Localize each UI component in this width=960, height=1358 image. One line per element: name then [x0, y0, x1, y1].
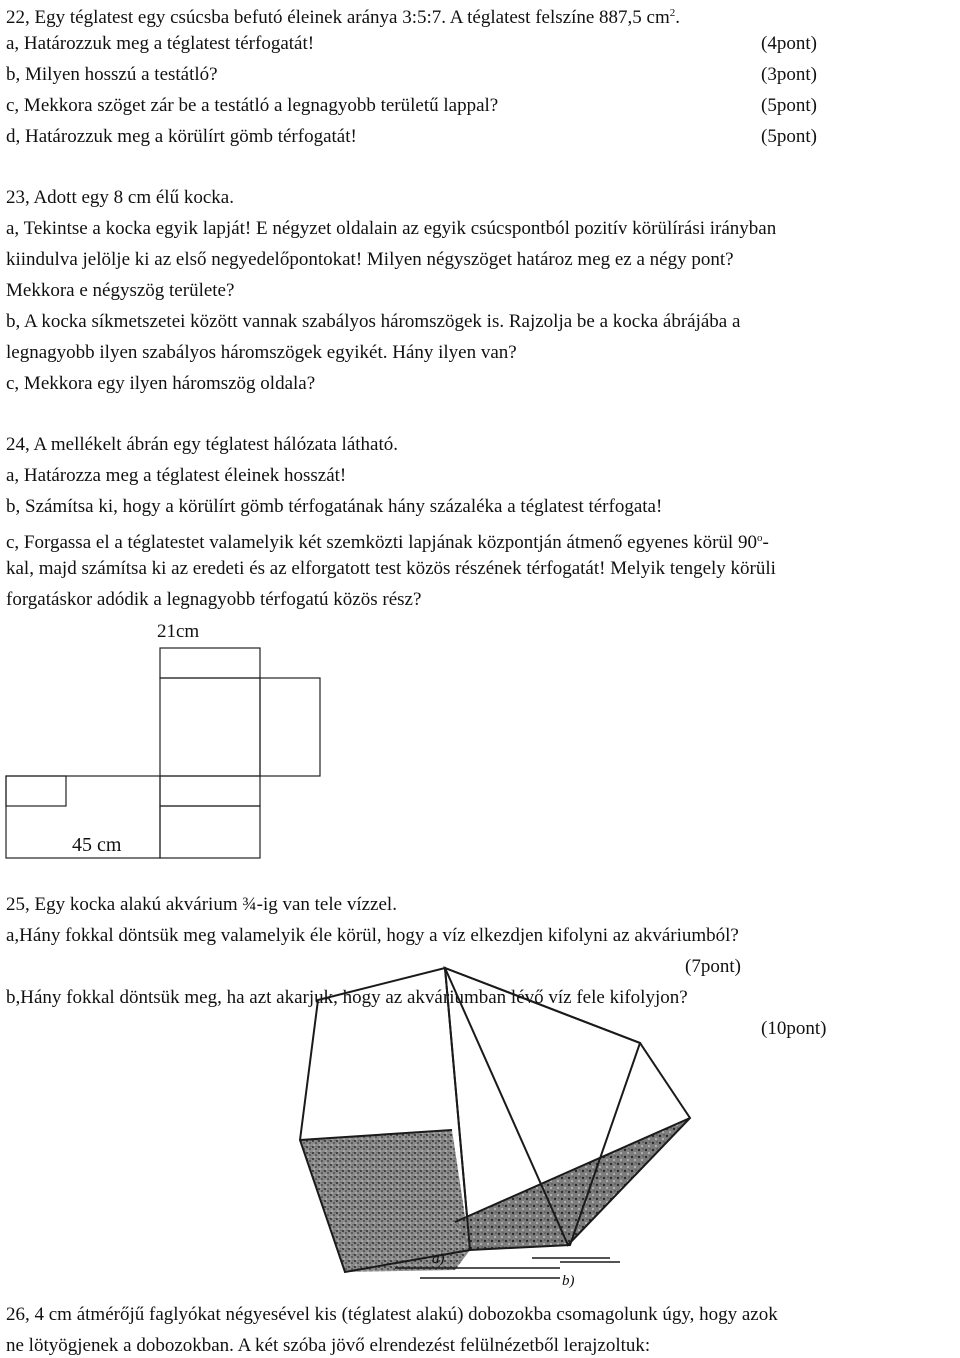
- p25-line3: b,Hány fokkal döntsük meg, ha azt akarjuk, hogy az akváriumban lévő víz fele kifolyjon?: [6, 987, 688, 1008]
- p23-line3: kiindulva jelölje ki az első negyedelőpontokat! Milyen négyszöget határoz meg ez a négy pont?: [6, 249, 734, 270]
- p22-points-a: (4pont): [761, 33, 817, 54]
- p24-line6: forgatáskor adódik a legnagyobb térfogatú közös rész?: [6, 589, 422, 610]
- p25-line2: a,Hány fokkal döntsük meg valamelyik éle körül, hogy a víz elkezdjen kifolyni az akváriumból?: [6, 925, 739, 946]
- p24-line5: kal, majd számítsa ki az eredeti és az elforgatott test közös részének térfogatát! Melyik tengely körüli: [6, 558, 776, 579]
- net-label-45cm: 45 cm: [72, 834, 122, 856]
- p23-line4: Mekkora e négyszög területe?: [6, 280, 235, 301]
- p24-line2: a, Határozza meg a téglatest éleinek hosszát!: [6, 465, 347, 486]
- net-label-21cm: 21cm: [157, 621, 200, 642]
- p22-question-c: c, Mekkora szöget zár be a testátló a legnagyobb területű lappal?: [6, 95, 499, 116]
- aquarium-label-b: b): [562, 1273, 575, 1289]
- p24-line3: b, Számítsa ki, hogy a körülírt gömb térfogatának hány százaléka a téglatest térfogata!: [6, 496, 663, 517]
- p23-line6: legnagyobb ilyen szabályos háromszögek egyikét. Hány ilyen van?: [6, 342, 517, 363]
- p23-line5: b, A kocka síkmetszetei között vannak szabályos háromszögek is. Rajzolja be a kocka ábrájába a: [6, 311, 741, 332]
- p22-line1: 22, Egy téglatest egy csúcsba befutó éleinek aránya 3:5:7. A téglatest felszíne 887,5 $cm^2$.: [6, 7, 680, 28]
- p22-points-b: (3pont): [761, 64, 817, 85]
- tilted-cube-b: [445, 968, 690, 1250]
- p22-question-b: b, Milyen hosszú a testátló?: [6, 64, 218, 85]
- p25-points-b: (10pont): [761, 1018, 827, 1039]
- p25-points-a: (7pont): [685, 956, 741, 977]
- p26-line1: 26, 4 cm átmérőjű faglyókat négyesével kis (téglatest alakú) dobozokba csomagolunk úgy, hogy azok: [6, 1304, 778, 1325]
- tilted-cube-a: [300, 968, 470, 1272]
- p24-line4: c, Forgassa el a téglatestet valamelyik két szemközti lapjának központján átmenő egyenes körül 90$^o$-: [6, 532, 769, 553]
- p22-question-a: a, Határozzuk meg a téglatest térfogatát!: [6, 33, 315, 54]
- aquarium-label-a: a): [432, 1251, 445, 1267]
- p26-line2: ne lötyögjenek a dobozokban. A két szóba jövő elrendezést felülnézetből lerajzoltuk:: [6, 1335, 651, 1356]
- p22-points-d: (5pont): [761, 126, 817, 147]
- p23-line2: a, Tekintse a kocka egyik lapját! E négyzet oldalain az egyik csúcspontból pozitív körülírási irányban: [6, 218, 777, 239]
- p22-question-d: d, Határozzuk meg a körülírt gömb térfogatát!: [6, 126, 357, 147]
- p22-points-c: (5pont): [761, 95, 817, 116]
- p24-line1: 24, A mellékelt ábrán egy téglatest hálózata látható.: [6, 434, 398, 455]
- p23-line7: c, Mekkora egy ilyen háromszög oldala?: [6, 373, 316, 394]
- p23-line1: 23, Adott egy 8 cm élű kocka.: [6, 187, 234, 208]
- p25-line1: 25, Egy kocka alakú akvárium ¾-ig van tele vízzel.: [6, 894, 397, 915]
